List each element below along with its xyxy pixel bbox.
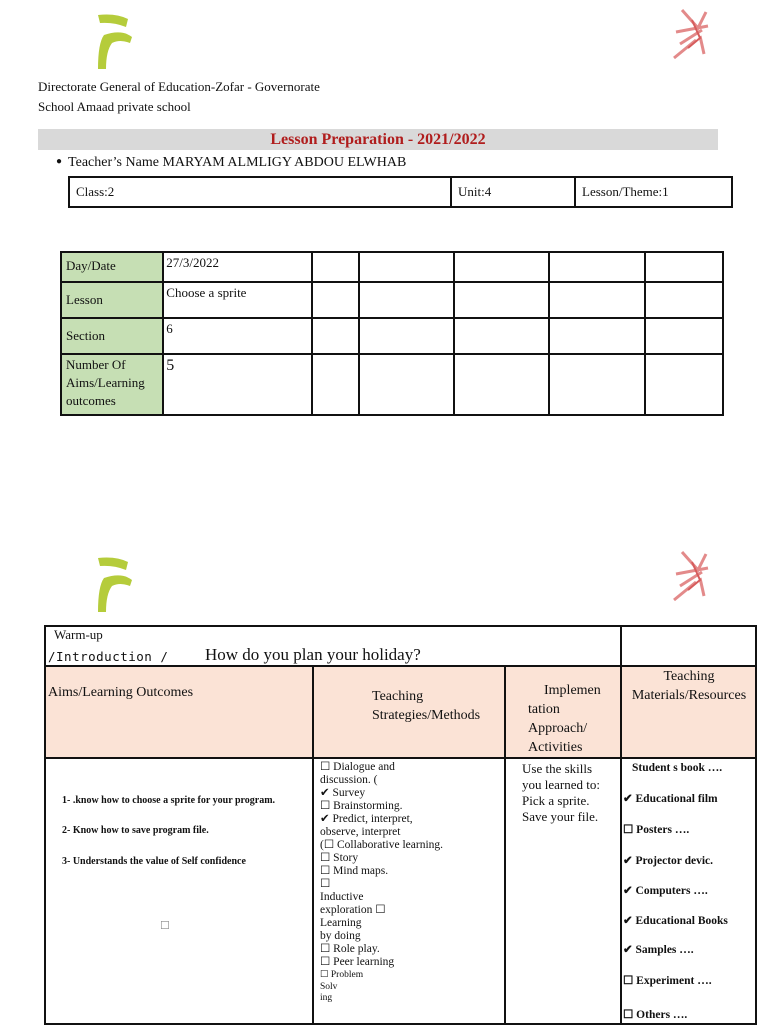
directorate-line: Directorate General of Education-Zofar - Governorate bbox=[38, 79, 320, 94]
material-others: ☐ Others …. bbox=[623, 1009, 688, 1021]
checkbox-icon: ☐ bbox=[160, 920, 170, 932]
school-logo-right-2 bbox=[670, 550, 712, 606]
materials-cell bbox=[620, 757, 757, 1025]
aim-2: 2- Know how to save program file. bbox=[62, 825, 209, 836]
lesson-label: Lesson bbox=[61, 282, 163, 318]
day-date-label: Day/Date bbox=[61, 252, 163, 282]
implementation-cell: Use the skills you learned to: Pick a sprite. Save your file. bbox=[504, 757, 622, 1025]
material-educational-film: ✔ Educational film bbox=[623, 793, 718, 805]
school-line: School Amaad private school bbox=[38, 99, 191, 114]
warm-up-cell bbox=[44, 625, 622, 667]
section-label: Section bbox=[61, 318, 163, 354]
aim-3: 3- Understands the value of Self confidence bbox=[62, 856, 246, 867]
methods-list: ☐ Dialogue and discussion. ( ✔ Survey ☐ Brainstorming. ✔ Predict, interpret, observe, interpret (☐ Collaborative learning. ☐ Story ☐ Mind maps. ☐ Inductive exploration ☐ Learning by doing ☐ Role play. ☐ Peer learning ☐ Problem Solv ing bbox=[320, 761, 444, 1003]
warm-up-label: Warm-up bbox=[54, 627, 103, 642]
strategies-cell bbox=[312, 757, 506, 1025]
teacher-name-line bbox=[56, 155, 406, 171]
day-date-value: 27/3/2022 bbox=[163, 252, 311, 282]
unit-cell: Unit:4 bbox=[451, 177, 575, 207]
introduction-label: /Introduction / bbox=[48, 649, 169, 664]
material-projector: ✔ Projector devic. bbox=[623, 855, 713, 867]
lesson-preparation-title: Lesson Preparation - 2021/2022 bbox=[38, 129, 718, 150]
ministry-logo-left-2 bbox=[96, 556, 134, 614]
material-educational-books: ✔ Educational Books bbox=[623, 915, 728, 927]
ministry-logo-left bbox=[96, 13, 134, 71]
lesson-plan-table bbox=[44, 625, 757, 1025]
school-logo-right bbox=[670, 8, 712, 64]
teacher-label: Teacher’s Name bbox=[68, 155, 159, 170]
material-samples: ✔ Samples …. bbox=[623, 944, 694, 956]
warm-up-question: How do you plan your holiday? bbox=[205, 645, 421, 664]
lesson-details-table bbox=[60, 251, 724, 416]
lesson-theme-cell: Lesson/Theme:1 bbox=[575, 177, 732, 207]
materials-header: Teaching Materials/Resources bbox=[620, 665, 757, 759]
aims-count-value: 5 bbox=[163, 354, 311, 415]
lesson-value: Choose a sprite bbox=[163, 282, 311, 318]
bullet-icon: ● bbox=[56, 156, 63, 167]
class-cell: Class:2 bbox=[69, 177, 451, 207]
material-experiment: ☐ Experiment …. bbox=[623, 975, 712, 987]
section-value: 6 bbox=[163, 318, 311, 354]
aims-count-label: Number Of Aims/Learning outcomes bbox=[61, 354, 163, 415]
class-unit-table bbox=[68, 176, 733, 208]
material-student-book: Student s book …. bbox=[632, 762, 723, 774]
material-posters: ☐ Posters …. bbox=[623, 824, 690, 836]
implementation-header: Implemen tation Approach/ Activities bbox=[504, 665, 622, 759]
aims-cell bbox=[44, 757, 314, 1025]
aims-header: Aims/Learning Outcomes bbox=[44, 665, 314, 759]
strategies-header: Teaching Strategies/Methods bbox=[312, 665, 506, 759]
aim-1: 1- .know how to choose a sprite for your program. bbox=[62, 795, 276, 806]
material-computers: ✔ Computers …. bbox=[623, 885, 708, 897]
teacher-name: MARYAM ALMLIGY ABDOU ELWHAB bbox=[162, 155, 407, 170]
